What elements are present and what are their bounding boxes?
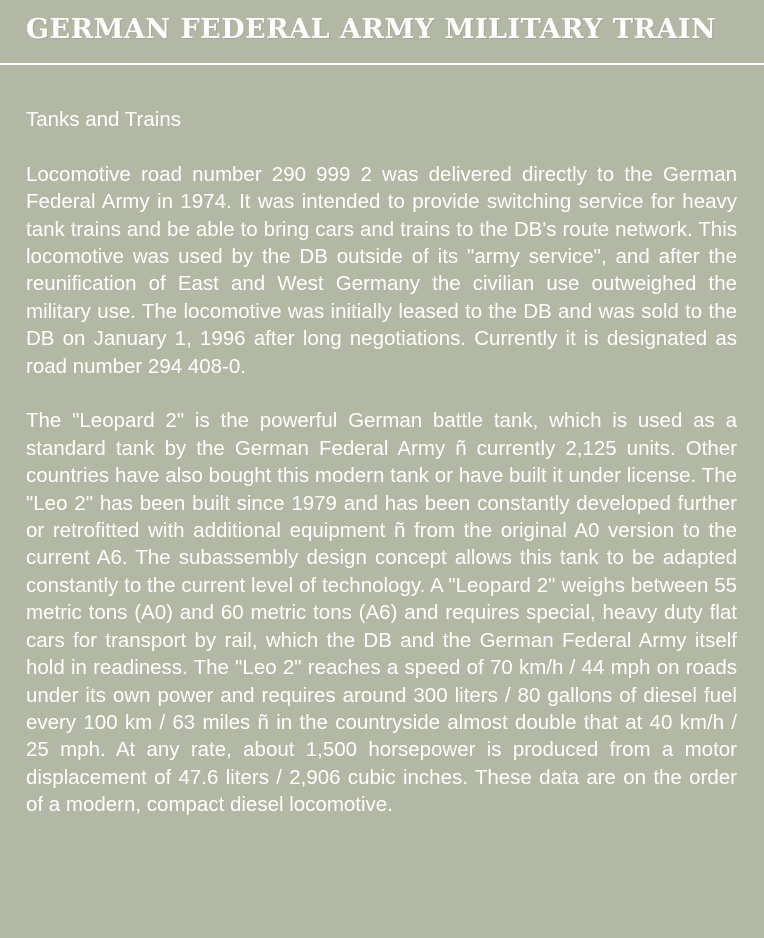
paragraph-leopard-tank: The "Leopard 2" is the powerful German battle tank, which is used as a standard tank by the German Federal Army ñ currently 2,125 units. Other countries have also bought this modern tank or have built it under license. The "Leo 2" has been built since 1979 and has been constantly developed further or retrofitted with additional equipment ñ from the original A0 version to the current A6. The subassembly design concept allows this tank to be adapted constantly to the current level of technology. A "Leopard 2" weighs between 55 metric tons (A0) and 60 metric tons (A6) and requires special, heavy duty flat cars for transport by rail, which the DB and the German Federal Army itself hold in readiness. The "Leo 2" reaches a speed of 70 km/h / 44 mph on roads under its own power and requires around 300 liters / 80 gallons of diesel fuel every 100 km / 63 miles ñ in the countryside almost double that at 40 km/h / 25 mph. At any rate, about 1,500 horsepower is produced from a motor displacement of 47.6 liters / 2,906 cubic inches. These data are on the order of a modern, compact diesel locomotive.	[26, 409, 737, 817]
article-subtitle: Tanks and Trains	[26, 108, 181, 131]
title-divider	[0, 63, 764, 65]
paragraph-locomotive: Locomotive road number 290 999 2 was delivered directly to the German Federal Army in 1974. It was intended to provide switching service for heavy tank trains and be able to bring cars and trains to the DB's route network. This locomotive was used by the DB outside of its "army service", and after the reunification of East and West Germany the civilian use outweighed the military use. The locomotive was initially leased to the DB and was sold to the DB on January 1, 1996 after long negotiations. Currently it is designated as road number 294 408-0.	[26, 162, 737, 378]
page-title: GERMAN FEDERAL ARMY MILITARY TRAIN	[26, 14, 717, 45]
article-body	[26, 106, 737, 846]
